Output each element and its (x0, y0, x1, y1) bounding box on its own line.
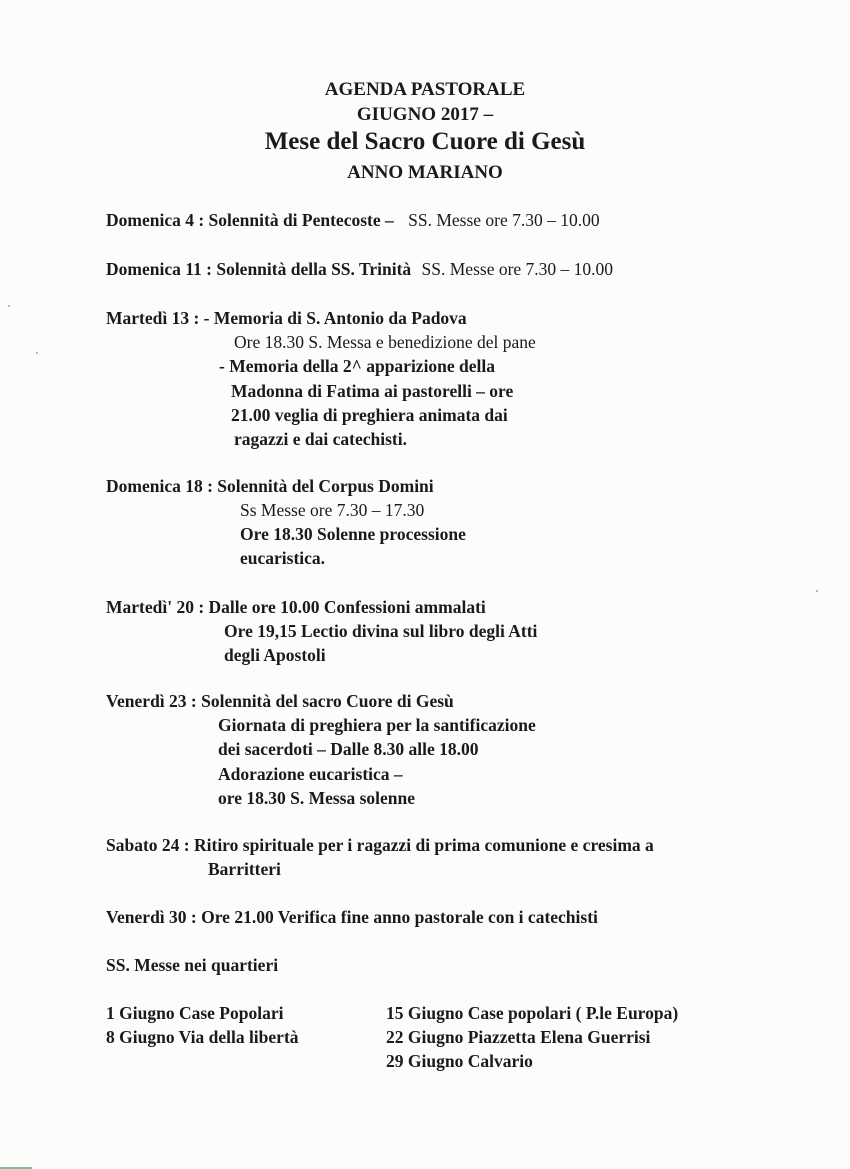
entry-corpus-line2: Ss Messe ore 7.30 – 17.30 (240, 500, 425, 520)
quartieri-left-2: 8 Giugno Via della libertà (106, 1027, 299, 1047)
entry-martedi13-line6: ragazzi e dai catechisti. (234, 429, 408, 449)
entry-martedi20-line3: degli Apostoli (224, 645, 326, 665)
entry-martedi13-line5: 21.00 veglia di preghiera animata dai (231, 405, 508, 425)
page-title: Mese del Sacro Cuore di Gesù (264, 128, 586, 155)
quartieri-left-1: 1 Giugno Case Popolari (106, 1003, 284, 1023)
entry-trinita-label: Domenica 11 : Solennità della SS. Trinità (106, 259, 412, 279)
entry-pentecoste-masses: SS. Messe ore 7.30 – 10.00 (408, 210, 600, 230)
entry-pentecoste (106, 209, 600, 231)
entry-martedi13-line4: Madonna di Fatima ai pastorelli – ore (231, 381, 514, 401)
entry-venerdi23-line2: Giornata di preghiera per la santificazione (218, 715, 536, 735)
entry-trinita (106, 258, 613, 280)
entry-martedi13-line2: Ore 18.30 S. Messa e benedizione del pane (234, 332, 536, 352)
entry-corpus-line1: Domenica 18 : Solennità del Corpus Domini (106, 476, 434, 496)
scan-speck (816, 590, 818, 592)
entry-venerdi30-line1: Venerdì 30 : Ore 21.00 Verifica fine anno pastorale con i catechisti (106, 907, 598, 927)
header-title: AGENDA PASTORALE (324, 79, 526, 100)
entry-pentecoste-label: Domenica 4 : Solennità di Pentecoste – (106, 210, 394, 230)
entry-corpus-line4: eucaristica. (240, 548, 326, 568)
quartieri-right-2: 22 Giugno Piazzetta Elena Guerrisi (386, 1027, 651, 1047)
header-month: GIUGNO 2017 – (356, 104, 494, 125)
entry-venerdi23-line3: dei sacerdoti – Dalle 8.30 alle 18.00 (218, 739, 479, 759)
entry-venerdi23-line5: ore 18.30 S. Messa solenne (218, 788, 416, 808)
quartieri-right-3: 29 Giugno Calvario (386, 1051, 533, 1071)
entry-corpus-line3: Ore 18.30 Solenne processione (240, 524, 466, 544)
quartieri-title: SS. Messe nei quartieri (106, 955, 279, 975)
entry-martedi13-line3: - Memoria della 2^ apparizione della (219, 356, 496, 376)
entry-sabato24-line1: Sabato 24 : Ritiro spirituale per i ragazzi di prima comunione e cresima a (106, 835, 654, 855)
scan-speck (36, 352, 38, 354)
header-subtitle: ANNO MARIANO (347, 162, 503, 183)
entry-martedi20-line2: Ore 19,15 Lectio divina sul libro degli Atti (224, 621, 538, 641)
entry-sabato24-line2: Barritteri (208, 859, 281, 879)
scan-speck (8, 305, 10, 307)
entry-martedi13-line1: Martedì 13 : - Memoria di S. Antonio da Padova (106, 308, 467, 328)
entry-venerdi23-line4: Adorazione eucaristica – (218, 764, 403, 784)
entry-trinita-masses: SS. Messe ore 7.30 – 10.00 (421, 259, 614, 279)
entry-venerdi23-line1: Venerdì 23 : Solennità del sacro Cuore di Gesù (106, 691, 454, 711)
entry-martedi20-line1: Martedì' 20 : Dalle ore 10.00 Confessioni ammalati (106, 597, 486, 617)
quartieri-right-1: 15 Giugno Case popolari ( P.le Europa) (386, 1003, 679, 1023)
